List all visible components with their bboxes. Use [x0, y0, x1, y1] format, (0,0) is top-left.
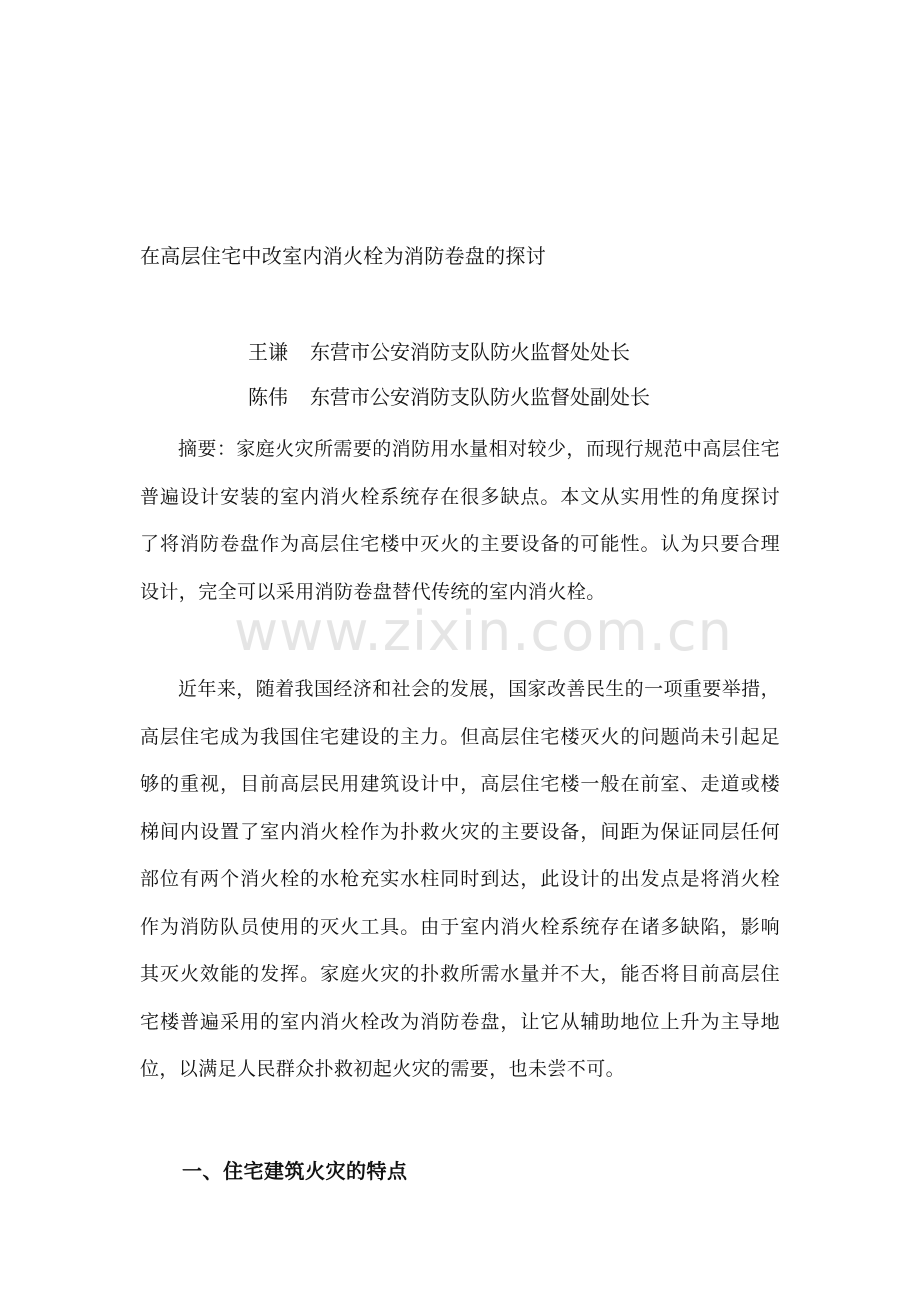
- watermark-text: www.zixin.com.cn: [234, 600, 733, 663]
- author-line-1: [248, 336, 630, 368]
- document-title: 在高层住宅中改室内消火栓为消防卷盘的探讨: [140, 244, 546, 268]
- author-affiliation: 东营市公安消防支队防火监督处副处长: [310, 385, 650, 409]
- abstract-paragraph: 摘要：家庭火灾所需要的消防用水量相对较少，而现行规范中高层住宅普遍设计安装的室内消火栓系统存在很多缺点。本文从实用性的角度探讨了将消防卷盘作为高层住宅楼中灭火的主要设备的可能性。认为只要合理设计，完全可以采用消防卷盘替代传统的室内消火栓。: [140, 438, 780, 603]
- intro-paragraph: 近年来，随着我国经济和社会的发展，国家改善民生的一项重要举措，高层住宅成为我国住宅建设的主力。但高层住宅楼灭火的问题尚未引起足够的重视，目前高层民用建筑设计中，高层住宅楼一般在前室、走道或楼梯间内设置了室内消火栓作为扑救火灾的主要设备，间距为保证同层任何部位有两个消火栓的水枪充实水柱同时到达，此设计的出发点是将消火栓作为消防队员使用的灭火工具。由于室内消火栓系统存在诸多缺陷，影响其灭火效能的发挥。家庭火灾的扑救所需水量并不大，能否将目前高层住宅楼普遍采用的室内消火栓改为消防卷盘，让它从辅助地位上升为主导地位，以满足人民群众扑救初起火灾的需要，也未尝不可。: [140, 678, 780, 1080]
- author-name: 陈伟: [248, 385, 288, 409]
- author-name: 王谦: [248, 340, 288, 364]
- author-affiliation: 东营市公安消防支队防火监督处处长: [310, 340, 630, 364]
- author-line-2: [248, 381, 650, 413]
- section-heading: 一、住宅建筑火灾的特点: [182, 1159, 408, 1183]
